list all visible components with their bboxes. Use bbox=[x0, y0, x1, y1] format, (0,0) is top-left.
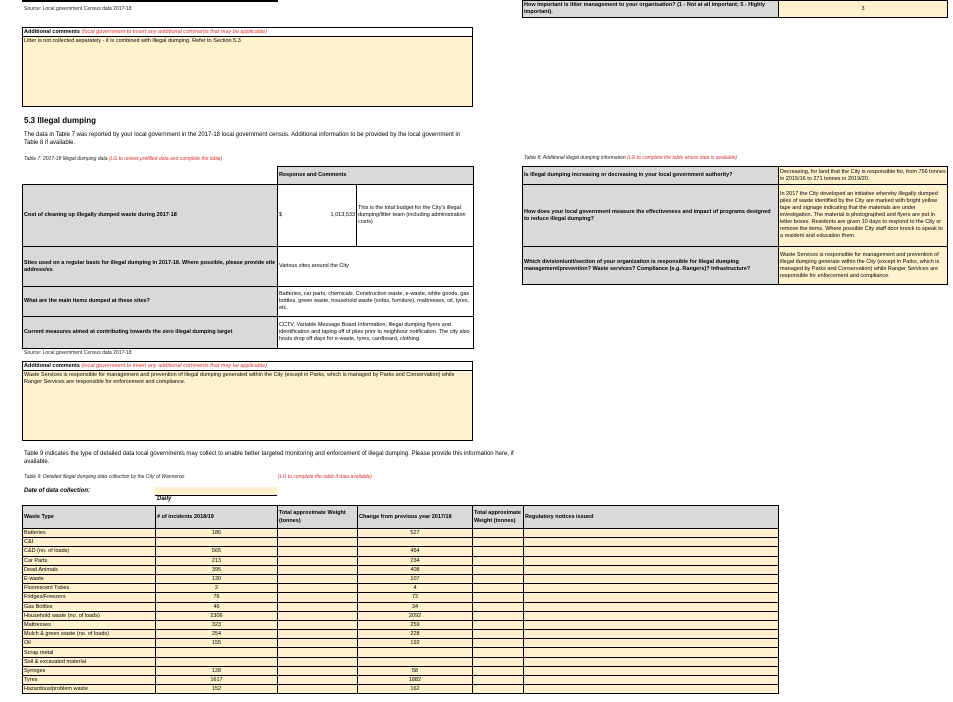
incidents-cell[interactable]: 213 bbox=[156, 556, 278, 565]
table7-row1-value: 1,013,533 bbox=[330, 212, 355, 218]
litter-answer[interactable]: 3 bbox=[779, 1, 948, 18]
weight2-cell[interactable] bbox=[473, 565, 524, 574]
change-cell[interactable]: 408 bbox=[358, 565, 473, 574]
weight-cell[interactable] bbox=[278, 657, 358, 666]
section-heading: 5.3 Illegal dumping bbox=[24, 116, 97, 125]
waste-type-cell: Oil bbox=[23, 639, 156, 648]
table8-caption bbox=[524, 155, 737, 161]
col-notices: Regulatory notices issued bbox=[524, 506, 779, 529]
table8-row1-answer[interactable]: Decreasing, for land that the City is responsible for, from 756 tonnes in 2015/16 to 271 tonnes in 2019/20. bbox=[779, 167, 948, 185]
change-cell[interactable]: 4 bbox=[358, 584, 473, 593]
change-cell[interactable]: 228 bbox=[358, 630, 473, 639]
table8-row1-question: Is illegal dumping increasing or decreasing in your local government authority? bbox=[523, 167, 779, 185]
col-incidents: # of incidents 2018/19 bbox=[156, 506, 278, 529]
change-cell[interactable]: 2092 bbox=[358, 611, 473, 620]
table9-caption-note bbox=[278, 474, 372, 480]
incidents-cell[interactable]: 46 bbox=[156, 602, 278, 611]
weight2-cell[interactable] bbox=[473, 538, 524, 547]
weight-cell[interactable] bbox=[278, 556, 358, 565]
top-rule bbox=[22, 0, 278, 2]
table7-row2-answer[interactable]: Various sites around the City bbox=[278, 247, 474, 287]
table8-row2-answer[interactable]: In 2017 the City developed an initiative whereby illegally dumped piles of waste identified by the City are marked with bright yellow tape and signage indicating that the materials are under investigation. The material is photographed and flyers are put in letter boxes. Residents are given 10 days to respond to the City or remove the items. Where possible City staff door knock to speak to a resident and education them. bbox=[779, 185, 948, 247]
notices-cell[interactable] bbox=[524, 648, 779, 657]
weight-cell[interactable] bbox=[278, 639, 358, 648]
date-value: Daily bbox=[157, 496, 172, 502]
waste-type-cell: Household waste (no. of loads) bbox=[23, 611, 156, 620]
waste-type-cell: Syringes bbox=[23, 666, 156, 675]
col-weight-2: Total approximate Weight (tonnes) bbox=[473, 506, 524, 529]
table7-row1-question: Cost of cleaning up illegally dumped waste during 2017-18 bbox=[23, 185, 278, 247]
weight2-cell[interactable] bbox=[473, 639, 524, 648]
incidents-cell[interactable]: 395 bbox=[156, 565, 278, 574]
change-cell[interactable]: 1882 bbox=[358, 676, 473, 685]
notices-cell[interactable] bbox=[524, 556, 779, 565]
notices-cell[interactable] bbox=[524, 602, 779, 611]
table8-row2-question: How does your local government measure the effectiveness and impact of programs designed to reduce illegal dumping? bbox=[523, 185, 779, 247]
notices-cell[interactable] bbox=[524, 630, 779, 639]
table-row bbox=[23, 565, 779, 574]
change-cell[interactable]: 259 bbox=[358, 620, 473, 629]
table-row bbox=[23, 584, 779, 593]
change-cell[interactable]: 192 bbox=[358, 639, 473, 648]
waste-type-cell: E-waste bbox=[23, 574, 156, 583]
notices-cell[interactable] bbox=[524, 584, 779, 593]
table-row bbox=[23, 611, 779, 620]
waste-type-cell: Mattresses bbox=[23, 620, 156, 629]
table-row bbox=[23, 666, 779, 675]
comments-text-1[interactable]: Litter is not collected separately - it is combined with illegal dumping. Refer to Section 5.3 bbox=[24, 38, 241, 44]
weight-cell[interactable] bbox=[278, 685, 358, 694]
weight2-cell[interactable] bbox=[473, 630, 524, 639]
waste-type-cell: Fluorescent Tubes bbox=[23, 584, 156, 593]
table7-row1-currency: $ bbox=[279, 212, 283, 218]
waste-type-cell: C&D (no. of loads) bbox=[23, 547, 156, 556]
additional-comments-box-1 bbox=[22, 27, 473, 107]
table-row bbox=[23, 593, 779, 602]
table-row bbox=[23, 620, 779, 629]
change-cell[interactable]: 34 bbox=[358, 602, 473, 611]
change-cell[interactable]: 58 bbox=[358, 666, 473, 675]
table8-row3-answer[interactable]: Waste Services is responsible for management and prevention of illegal dumping generate within the City (except in Parks, which is managed by Parks and Conservation) while Ranger Services are responsible for enforcement and compliance. bbox=[779, 247, 948, 285]
weight-cell[interactable] bbox=[278, 676, 358, 685]
weight-cell[interactable] bbox=[278, 565, 358, 574]
change-cell[interactable]: 72 bbox=[358, 593, 473, 602]
weight2-cell[interactable] bbox=[473, 620, 524, 629]
notices-cell[interactable] bbox=[524, 593, 779, 602]
notices-cell[interactable] bbox=[524, 574, 779, 583]
table9-caption: Table 9: Detailed illegal dumping data collection by the City of Wanneroo bbox=[24, 474, 185, 480]
weight-cell[interactable] bbox=[278, 648, 358, 657]
table-row bbox=[23, 529, 779, 538]
incidents-cell[interactable] bbox=[156, 648, 278, 657]
table7-header: Response and Comments bbox=[278, 167, 474, 185]
weight2-cell[interactable] bbox=[473, 593, 524, 602]
table-row bbox=[23, 648, 779, 657]
table8-caption-text: Table 8: Additional illegal dumping information bbox=[524, 155, 626, 161]
table7-row3-answer[interactable]: Batteries, car parts, chemicals. Construction waste, e-waste, white goods, gas bottles, green waste, household waste (sofas, furniture), mattresses, oil, tyres, etc. bbox=[278, 287, 474, 317]
incidents-cell[interactable]: 2306 bbox=[156, 611, 278, 620]
table-row bbox=[23, 685, 779, 694]
table7-caption-text: Table 7: 2017-18 Illegal dumping data bbox=[24, 156, 108, 162]
change-cell[interactable]: 527 bbox=[358, 529, 473, 538]
litter-importance-table bbox=[522, 0, 948, 18]
comments-header-2 bbox=[23, 362, 472, 371]
date-value-field[interactable] bbox=[155, 487, 277, 502]
notices-cell[interactable] bbox=[524, 676, 779, 685]
table9-body bbox=[23, 529, 779, 694]
date-label: Date of data collection: bbox=[24, 488, 91, 494]
incidents-cell[interactable]: 155 bbox=[156, 639, 278, 648]
table8 bbox=[522, 166, 948, 285]
change-cell[interactable]: 107 bbox=[358, 574, 473, 583]
litter-question: How important is litter management to your organisation? (1 - Not at all important; 5 - Highly important). bbox=[523, 1, 779, 18]
notices-cell[interactable] bbox=[524, 639, 779, 648]
table-row bbox=[23, 602, 779, 611]
weight-cell[interactable] bbox=[278, 602, 358, 611]
weight-cell[interactable] bbox=[278, 620, 358, 629]
table9-intro: Table 9 indicates the type of detailed data local governments may collect to enable better targeted monitoring and enforcement of illegal dumping. Please provide this information here, if available. bbox=[24, 451, 514, 465]
weight-cell[interactable] bbox=[278, 574, 358, 583]
weight-cell[interactable] bbox=[278, 611, 358, 620]
table-row bbox=[23, 538, 779, 547]
weight2-cell[interactable] bbox=[473, 529, 524, 538]
change-cell[interactable]: 162 bbox=[358, 685, 473, 694]
table-row bbox=[23, 547, 779, 556]
incidents-cell[interactable]: 1617 bbox=[156, 676, 278, 685]
change-cell[interactable]: 234 bbox=[358, 556, 473, 565]
change-cell[interactable] bbox=[358, 657, 473, 666]
weight2-cell[interactable] bbox=[473, 685, 524, 694]
table7-row1-value-cell[interactable] bbox=[278, 185, 357, 247]
col-change: Change from previous year 2017/18 bbox=[358, 506, 473, 529]
table-row bbox=[23, 639, 779, 648]
comments-label-2: Additional comments bbox=[24, 363, 80, 369]
weight-cell[interactable] bbox=[278, 666, 358, 675]
notices-cell[interactable] bbox=[524, 685, 779, 694]
notices-cell[interactable] bbox=[524, 666, 779, 675]
notices-cell[interactable] bbox=[524, 611, 779, 620]
incidents-cell[interactable]: 254 bbox=[156, 630, 278, 639]
change-cell[interactable] bbox=[358, 538, 473, 547]
incidents-cell[interactable]: 128 bbox=[156, 666, 278, 675]
comments-text-2[interactable]: Waste Services is responsible for management and prevention of illegal dumping generated within the City (except in Parks, which is managed by Parks and Conservation) while Ranger Services are responsible for enforcement and compliance. bbox=[24, 372, 455, 385]
waste-type-cell: Car Parts bbox=[23, 556, 156, 565]
weight2-cell[interactable] bbox=[473, 574, 524, 583]
table7 bbox=[22, 166, 474, 349]
table8-caption-note: (LG to complete the table where data is available) bbox=[627, 155, 738, 161]
table-row bbox=[23, 630, 779, 639]
incidents-cell[interactable]: 76 bbox=[156, 593, 278, 602]
notices-cell[interactable] bbox=[524, 620, 779, 629]
table7-caption-note: (LG to review prefilled data and complete the table) bbox=[108, 156, 223, 162]
weight2-cell[interactable] bbox=[473, 666, 524, 675]
incidents-cell[interactable]: 565 bbox=[156, 547, 278, 556]
weight2-cell[interactable] bbox=[473, 657, 524, 666]
table7-row4-question: Current measures aimed at contributing towards the zero illegal dumping target bbox=[23, 317, 278, 349]
waste-type-cell: Tyres bbox=[23, 676, 156, 685]
weight-cell[interactable] bbox=[278, 593, 358, 602]
table-row bbox=[23, 657, 779, 666]
incidents-cell[interactable]: 2 bbox=[156, 584, 278, 593]
table7-row2-question: Sites used on a regular basis for illegal dumping in 2017-18. Where possible, please provide site address/es bbox=[23, 247, 278, 287]
col-waste-type: Waste Type bbox=[23, 506, 156, 529]
notices-cell[interactable] bbox=[524, 538, 779, 547]
weight2-cell[interactable] bbox=[473, 547, 524, 556]
weight2-cell[interactable] bbox=[473, 556, 524, 565]
weight-cell[interactable] bbox=[278, 529, 358, 538]
incidents-cell[interactable] bbox=[156, 538, 278, 547]
waste-type-cell: Mulch & green waste (no. of loads) bbox=[23, 630, 156, 639]
notices-cell[interactable] bbox=[524, 529, 779, 538]
weight-cell[interactable] bbox=[278, 547, 358, 556]
incidents-cell[interactable]: 130 bbox=[156, 574, 278, 583]
table7-row3-question: What are the main items dumped at these sites? bbox=[23, 287, 278, 317]
weight-cell[interactable] bbox=[278, 584, 358, 593]
table9-caption-note-text: (LG to complete the table if data available) bbox=[278, 474, 372, 480]
comments-note-2: (local government to insert any additional comments that may be applicable) bbox=[81, 363, 268, 369]
table9 bbox=[22, 505, 779, 694]
comments-label-1: Additional comments bbox=[24, 29, 80, 35]
change-cell[interactable]: 454 bbox=[358, 547, 473, 556]
table7-source: Source: Local government Census data 2017-18 bbox=[24, 350, 132, 356]
weight2-cell[interactable] bbox=[473, 584, 524, 593]
waste-type-cell: Fridges/Freezers bbox=[23, 593, 156, 602]
notices-cell[interactable] bbox=[524, 657, 779, 666]
weight2-cell[interactable] bbox=[473, 648, 524, 657]
incidents-cell[interactable]: 152 bbox=[156, 685, 278, 694]
waste-type-cell: C&I bbox=[23, 538, 156, 547]
table7-caption bbox=[24, 156, 222, 162]
weight-cell[interactable] bbox=[278, 630, 358, 639]
comments-header-1 bbox=[23, 28, 472, 37]
table-row bbox=[23, 556, 779, 565]
table-row bbox=[23, 676, 779, 685]
additional-comments-box-2 bbox=[22, 361, 473, 441]
comments-note-1: (local government to insert any additional comments that may be applicable) bbox=[81, 29, 268, 35]
weight-cell[interactable] bbox=[278, 538, 358, 547]
incidents-cell[interactable] bbox=[156, 657, 278, 666]
incidents-cell[interactable]: 323 bbox=[156, 620, 278, 629]
section-intro: The data in Table 7 was reported by your local government in the 2017-18 local government census. Additional information to be provided by the local government in Table 8 if available. bbox=[24, 132, 461, 146]
source-note-top: Source: Local government Census data 2017-18 bbox=[24, 6, 132, 12]
col-weight: Total approximate Weight (tonnes) bbox=[278, 506, 358, 529]
incidents-cell[interactable]: 186 bbox=[156, 529, 278, 538]
waste-type-cell: Batteries bbox=[23, 529, 156, 538]
table7-row1-comment[interactable]: This is the total budget for the City's illegal dumping/litter team (including administration costs) bbox=[357, 185, 474, 247]
waste-type-cell: Scrap metal bbox=[23, 648, 156, 657]
notices-cell[interactable] bbox=[524, 547, 779, 556]
waste-type-cell: Hazardous/problem waste bbox=[23, 685, 156, 694]
waste-type-cell: Soil & excavated material bbox=[23, 657, 156, 666]
table8-row3-question: Which division/unit/section of your organization is responsible for illegal dumping management/prevention? Waste services? Compliance (e.g. Rangers)? Infrastructure? bbox=[523, 247, 779, 285]
weight2-cell[interactable] bbox=[473, 676, 524, 685]
weight2-cell[interactable] bbox=[473, 602, 524, 611]
table7-row4-answer[interactable]: CCTV, Variable Message Board Information, Illegal dumping flyers and identification and taping off of piles prior to neighbour notification. The city also hosts drop off days for e-waste, tyres, cardboard, clothing. bbox=[278, 317, 474, 349]
waste-type-cell: Dead Animals bbox=[23, 565, 156, 574]
change-cell[interactable] bbox=[358, 648, 473, 657]
waste-type-cell: Gas Bottles bbox=[23, 602, 156, 611]
table7-corner bbox=[23, 167, 278, 185]
notices-cell[interactable] bbox=[524, 565, 779, 574]
weight2-cell[interactable] bbox=[473, 611, 524, 620]
table-row bbox=[23, 574, 779, 583]
